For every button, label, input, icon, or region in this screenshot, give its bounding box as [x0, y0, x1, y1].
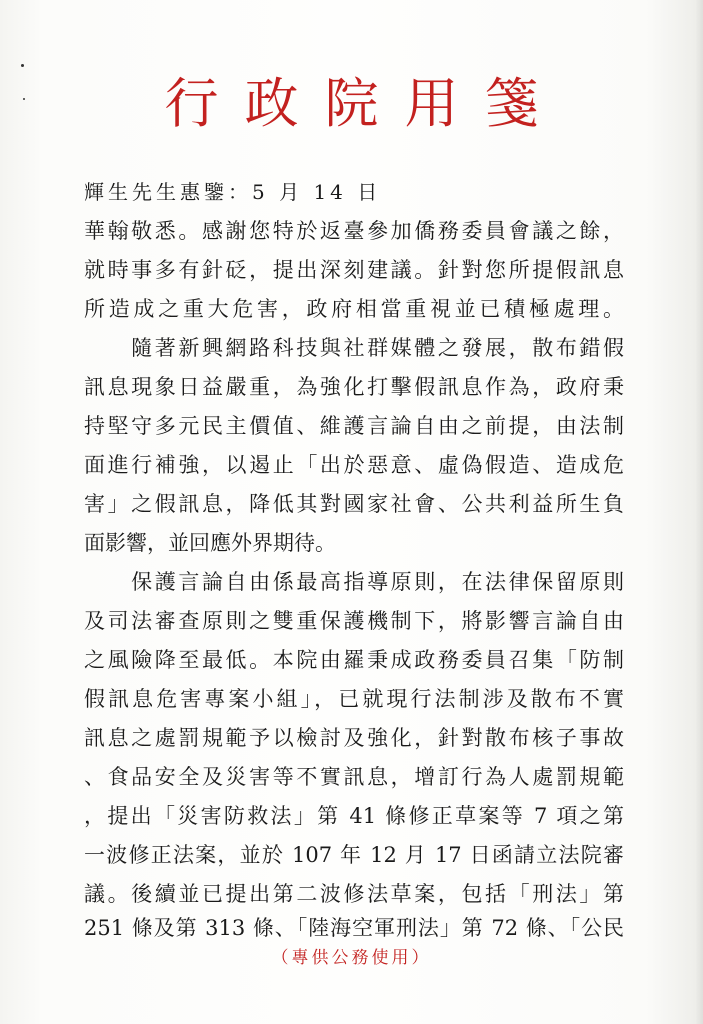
paper-edge-shadow — [695, 0, 703, 1024]
body-line: 假訊息危害專案小組」，已就現行法制涉及散布不實 — [84, 687, 624, 711]
body-line: 面進行補強，以遏止「出於惡意、虛偽假造、造成危 — [84, 453, 624, 477]
body-line: 所造成之重大危害，政府相當重視並已積極處理。 — [84, 297, 624, 321]
body-line: 隨著新興網路科技與社群媒體之發展，散布錯假 — [84, 336, 624, 360]
body-line: 及司法審查原則之雙重保護機制下，將影響言論自由 — [84, 609, 624, 633]
body-line: 251 條及第 313 條、「陸海空軍刑法」第 72 條、「公民 — [84, 916, 624, 940]
body-line: 之風險降至最低。本院由羅秉成政務委員召集「防制 — [84, 648, 624, 672]
body-line: 害」之假訊息，降低其對國家社會、公共利益所生負 — [84, 492, 624, 516]
paper-speck — [21, 64, 24, 67]
letterhead-title: 行政院用箋 — [164, 72, 565, 135]
official-use-note: （專供公務使用） — [271, 948, 432, 968]
body-line: 一波修正法案，並於 107 年 12 月 17 日函請立法院審 — [84, 843, 624, 867]
body-line: 、食品安全及災害等不實訊息，增訂行為人處罰規範 — [84, 765, 624, 789]
body-line: 議。後續並已提出第二波修法草案，包括「刑法」第 — [84, 882, 624, 906]
body-line: 保護言論自由係最高指導原則，在法律保留原則 — [84, 570, 624, 594]
body-line: 訊息現象日益嚴重，為強化打擊假訊息作為，政府秉 — [84, 375, 624, 399]
salutation-line: 輝生先生惠鑒：5 月 14 日 — [84, 180, 382, 204]
body-line: 華翰敬悉。感謝您特於返臺參加僑務委員會議之餘， — [84, 219, 624, 243]
body-line: 就時事多有針砭，提出深刻建議。針對您所提假訊息 — [84, 258, 624, 282]
body-line: ，提出「災害防救法」第 41 條修正草案等 7 項之第 — [84, 804, 624, 828]
body-line: 持堅守多元民主價值、維護言論自由之前提，由法制 — [84, 414, 624, 438]
body-line: 訊息之處罰規範予以檢討及強化，針對散布核子事故 — [84, 726, 624, 750]
body-line: 面影響，並回應外界期待。 — [84, 531, 336, 555]
